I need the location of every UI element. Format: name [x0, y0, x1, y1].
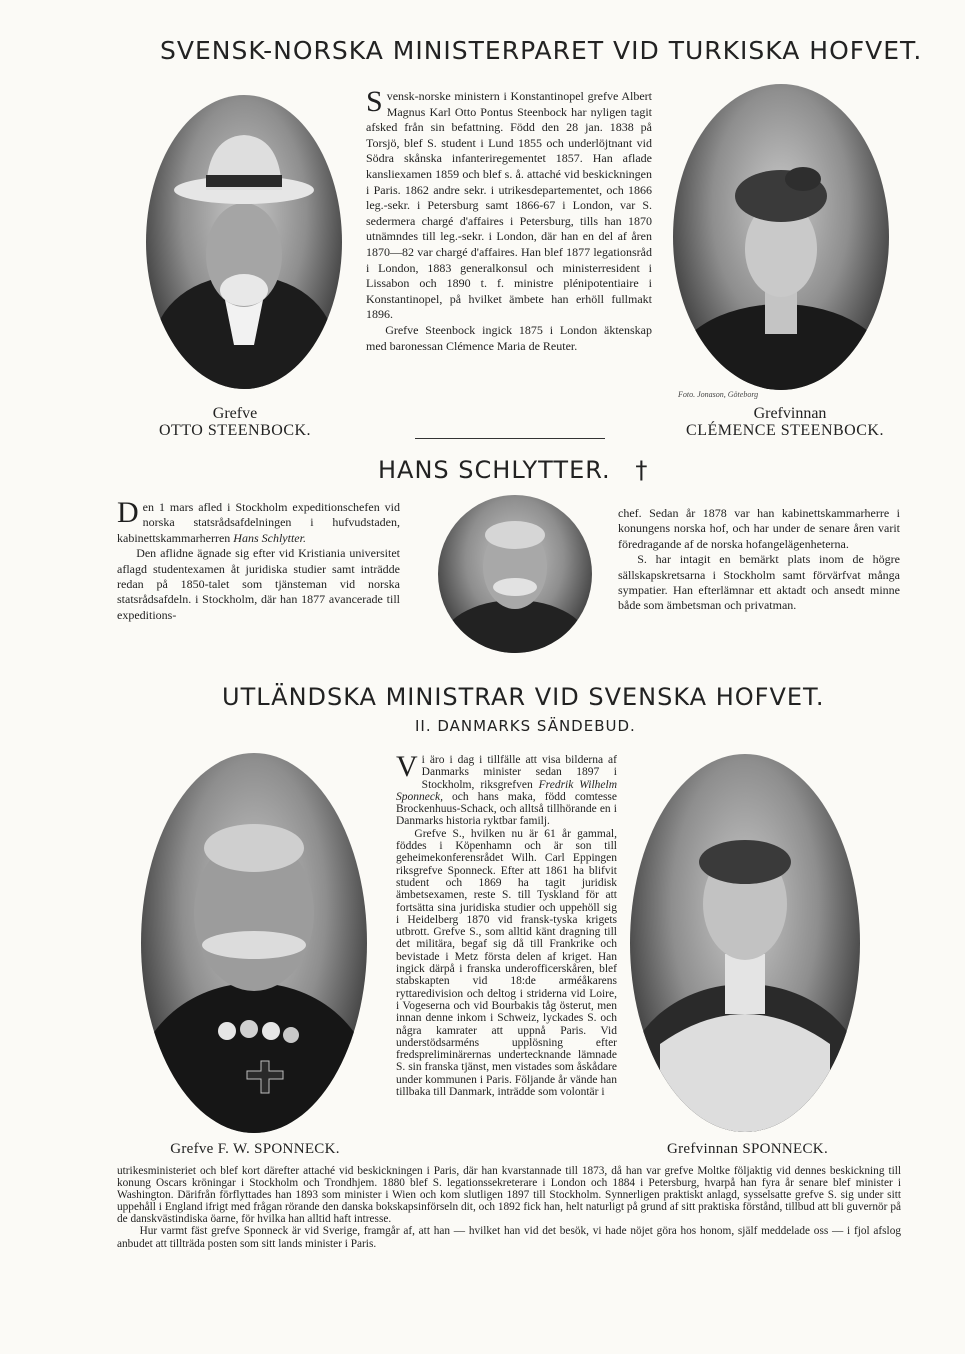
sponneck-bottom-2: Hur varmt fäst grefve Sponneck är vid Sverige, framgår af, att han — hvilket han vid det besök, vi hade nöjet göra hos honom, själf meddelade oss — i fjol afslog anbudet att tillträda posten som sitt lands minister i Paris.: [117, 1225, 901, 1250]
portrait-otto-steenbock: [146, 95, 342, 389]
schlytter-name: Hans Schlytter.: [233, 530, 306, 545]
sponneck-center-2: och hans maka, född comtesse Brockenhuus-Schack, och alltså tillhörande en i Danmarks historia ryktbar familj.: [396, 790, 617, 828]
woman-portrait-icon: [630, 754, 860, 1132]
portrait-clemence-steenbock: [673, 84, 889, 390]
sponneck-bottom-1: utrikesministeriet och blef kort därefter attaché vid beskickningen i Paris, där han kvarstannade till 1873, då han var grefve Moltke följaktig vid dennes beskickning till konung Oscars kröningar i Stockholm och Trondhjem. 1880 blef S. legationssekreterare i London och 1884 i Petersburg, hvarpå han fyra år senare blef minister i Washington. Därifrån förflyttades han 1893 som minister i Wien och kom slutligen 1897 till Stockholm. Synnerligen praktiskt anlagd, sysselsatte grefve S. sig under sitt uppehåll i England ifrigt med frågan rörande den danska bokskapsinförseln dit, och 1892 fick han, helt naturligt på grund af sitt praktiska förstånd, tillbud att bli guvernör på de danskvästindiska öarne, för hvilka han alltid haft intresse.: [117, 1165, 901, 1226]
divider-1: [415, 438, 605, 439]
caption-fw-sponneck: Grefve F. W. SPONNECK.: [170, 1141, 340, 1157]
steenbock-para2: Grefve Steenbock ingick 1875 i London äktenskap med baronessan Clémence Maria de Reuter.: [366, 322, 652, 353]
sponneck-center-text: [396, 750, 617, 1099]
schlytter-right-2: S. har intagit en bemärkt plats inom de högre sällskapskretsarna i Stockholm samt förvärfvat många sympatier. Han efterlämnar ett aktadt och ansedt minne både som ämbetsman och privatman.: [618, 552, 900, 613]
sponneck-name: Fredrik Wilhelm Sponneck,: [396, 778, 617, 803]
dropcap-s: S: [366, 85, 383, 118]
caption-otto-title: Grefve: [212, 405, 258, 422]
woman-portrait-icon: [673, 84, 889, 390]
portrait-grefvinnan-sponneck: [630, 754, 860, 1132]
section2-title: [378, 456, 648, 484]
section3-title: UTLÄNDSKA MINISTRAR VID SVENSKA HOFVET.: [222, 683, 825, 711]
schlytter-left-text: [117, 496, 400, 623]
schlytter-right-text: [618, 506, 900, 614]
schlytter-title: HANS SCHLYTTER.: [378, 456, 611, 484]
steenbock-para1: vensk-norske ministern i Konstantinopel grefve Albert Magnus Karl Otto Pontus Steenbock har nyligen tagit afsked från sin befattning. Född den 28 jan. 1838 på Torsjö, blef S. student i Lund 1855 och underlöjtnant vid Södra skånska infanteriregementet 1857. Han aflade kansliexamen 1859 och blef s. å. attaché vid beskickningen i Paris. 1862 andre sekr. i utrikesdepartementet, och 1866 leg.-sekr. i Petersburg samt 1866-67 i London, var S. sedermera chargé d'affaires i Petersburg, tills han 1870 utnämndes till leg.-sekr. i London, där han en del af åren 1870—82 var chargé d'affaires. Han blef 1877 legationsråd i London, 1883 generalkonsul och ministerresident i Lissabon och 1890 t. f. ministre plénipotentiaire i Konstantinopel, på hvilket ämbete han erhöll fullmakt 1896.: [366, 89, 652, 322]
sponneck-center-1: i äro i dag i tillfälle att visa bilderna af Danmarks minister sedan 1897 i Stockholm, riksgrefven: [421, 754, 617, 791]
caption-grefvinnan-sponneck: Grefvinnan SPONNECK.: [667, 1141, 828, 1157]
dropcap-v: V: [396, 750, 418, 783]
photo-credit: Foto. Jonason, Göteborg: [678, 390, 759, 399]
schlytter-left-1: en 1 mars afled i Stockholm expeditionschefen vid norska statsrådsafdelningen i hufvudstaden, kabinettskammarherren: [117, 500, 400, 545]
section3-subtitle: II. DANMARKS SÄNDEBUD.: [415, 717, 636, 735]
section1-title: SVENSK-NORSKA MINISTERPARET VID TURKISKA HOFVET.: [160, 36, 923, 65]
man-portrait-icon: [141, 753, 367, 1133]
cross-icon: †: [635, 456, 649, 484]
schlytter-right-1: chef. Sedan år 1878 var han kabinettskammarherre i konungens norska hof, och har under de senare åren varit föredragande af de norska hofangelägenheterna.: [618, 506, 900, 551]
caption-otto-name: OTTO STEENBOCK.: [158, 422, 312, 439]
schlytter-left-2: Den aflidne ägnade sig efter vid Kristiania universitet aflagd studentexamen åt juridiska studier samt inträdde redan på 1850-talet som tjänsteman vid norska statsrådsafdeln. i Stockholm, där han 1877 avancerade till expeditions-: [117, 546, 400, 622]
section1-body: [366, 85, 652, 354]
man-portrait-icon: [146, 95, 342, 389]
portrait-hans-schlytter: [438, 495, 592, 653]
man-portrait-icon: [438, 495, 592, 653]
caption-clemence-title: Grefvinnan: [753, 405, 827, 422]
sponneck-center-3: Grefve S., hvilken nu är 61 år gammal, föddes i Köpenhamn och är son till geheimekonferensrådet Wilh. Carl Eppingen riksgrefve Sponneck. Efter att 1861 ha blifvit student och 1869 ha tagit juridisk ämbetsexamen, reste S. till Tyskland för att fortsätta sina juridiska studier och uppehöll sig i Heidelberg 1870 vid fransk-tyska krigets utbrott. Grefve S., som alltid känt dragning till det militära, begaf sig då till Frankrike och bevistade i Metz första delen af kriget. Han ingick därpå i franska underofficerskåren, blef stabskapten vid 18:de arméåkarens ryttaredivision och deltog i striderna vid Loire, i Vogeserna och vid Bourbakis tåg österut, men innan denne inkom i Schweiz, lyckades S. och några kamrater att uppnå Paris. Vid understödsarméns upplösning efter fredspreliminärernas undertecknande lämnade S. sin franska tjänst, men vistades som åskådare under kommunen i Paris. Följande år vände han tillbaka till Danmark, inträdde som volontär i: [396, 827, 617, 1099]
sponneck-bottom-text: [117, 1165, 901, 1250]
portrait-fw-sponneck: [141, 753, 367, 1133]
caption-clemence-name: CLÉMENCE STEENBOCK.: [686, 422, 884, 439]
dropcap-d: D: [117, 496, 139, 529]
